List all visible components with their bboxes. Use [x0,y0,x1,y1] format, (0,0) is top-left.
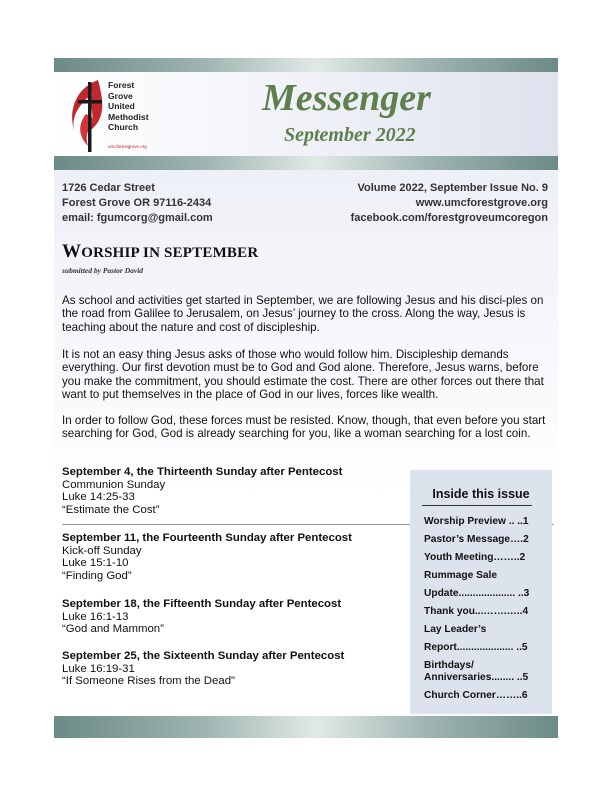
service-heading: September 4, the Thirteenth Sunday after Pentecost [62,466,343,478]
website-link[interactable]: www.umcforestgrove.org [415,197,548,209]
article-byline: submitted by Pastor David [62,266,144,275]
newsletter-issue-date: September 2022 [284,124,416,146]
service-entry [62,532,352,582]
church-name-line: Methodist [108,111,149,122]
article-paragraph: It is not an easy thing Jesus asks of those who would follow him. Discipleship demands everything. Our first devotion must be to God and God alone. Therefore, Jesus warns, before you make the commitment, you should estimate the cost. There are other forces out there that want to put themselves in the place of God in our lives, forces like wealth. [62,348,544,402]
newsletter-title: Messenger [262,77,431,119]
service-line: Luke 16:19-31 [62,662,135,675]
service-line: Kick-off Sunday [62,544,142,557]
toc-item-anniversaries[interactable]: Anniversaries........ ..5 [424,672,529,683]
email-address[interactable]: email: fgumcorg@gmail.com [62,212,213,224]
toc-item-church-corner[interactable]: Church Corner……..6 [424,690,528,701]
city-state-zip: Forest Grove OR 97116-2434 [62,197,212,209]
headline-rest: ORSHIP IN SEPTEMBER [81,245,259,261]
toc-item-lay-leader-page[interactable]: Report.................... ..5 [424,642,528,653]
service-line: Luke 16:1-13 [62,610,129,623]
contact-address [62,181,213,226]
article-paragraph: As school and activities get started in September, we are following Jesus and his disci-ples on the road from Galilee to Jerusalem, on Jesus’ journey to the cross. Along the way, Jesus is teaching about the nature and cost of discipleship. [62,294,544,334]
toc-item-lay-leader[interactable]: Lay Leader’s [424,624,487,635]
article-paragraph: In order to follow God, these forces must be resisted. Know, though, that even before you start searching for God, God is already searching for you, like a woman searching for a lost coin. [62,414,546,441]
facebook-link[interactable]: facebook.com/forestgroveumcoregon [350,212,548,224]
service-line: Communion Sunday [62,478,166,491]
toc-item-worship[interactable]: Worship Preview .. ..1 [424,516,529,527]
street-address: 1726 Cedar Street [62,182,155,194]
issue-info [351,181,548,226]
service-heading: September 11, the Fourteenth Sunday after Pentecost [62,532,352,544]
header-band-top [54,58,558,72]
toc-item-rummage-page[interactable]: Update.................... ..3 [424,588,530,599]
church-name-line: United [108,101,135,112]
service-heading: September 25, the Sixteenth Sunday after Pentecost [62,650,345,662]
toc-item-birthdays[interactable]: Birthdays/ [424,660,474,671]
article-headline [62,241,258,263]
header-band-bottom [54,156,558,170]
service-entry [62,598,341,636]
volume-issue: Volume 2022, September Issue No. 9 [357,182,548,194]
service-line: Luke 15:1-10 [62,557,129,570]
toc-item-youth[interactable]: Youth Meeting……..2 [424,552,526,563]
headline-initial: W [62,241,82,262]
sidebar-title: Inside this issue [432,487,530,501]
service-line: “God and Mammon” [62,623,164,636]
church-name-line: Grove [108,90,133,101]
service-line: “Estimate the Cost” [62,503,160,516]
service-line: Luke 14:25-33 [62,491,135,504]
toc-item-thanks[interactable]: Thank you...…….…..4 [424,606,529,617]
service-entry [62,466,342,516]
service-entry [62,650,344,688]
toc-item-rummage[interactable]: Rummage Sale [424,570,498,581]
service-line: “If Someone Rises from the Dead" [62,675,236,688]
church-name [108,80,168,133]
service-heading: September 18, the Fifteenth Sunday after Pentecost [62,598,342,610]
sidebar-title-rule [422,505,532,506]
service-line: “Finding God” [62,569,132,582]
footer-band [54,716,558,738]
church-name-line: Church [108,122,139,133]
church-url[interactable]: umcforestgrove.org [108,144,147,149]
church-name-line: Forest [108,80,135,90]
toc-item-pastor[interactable]: Pastor’s Message….2 [424,534,529,545]
